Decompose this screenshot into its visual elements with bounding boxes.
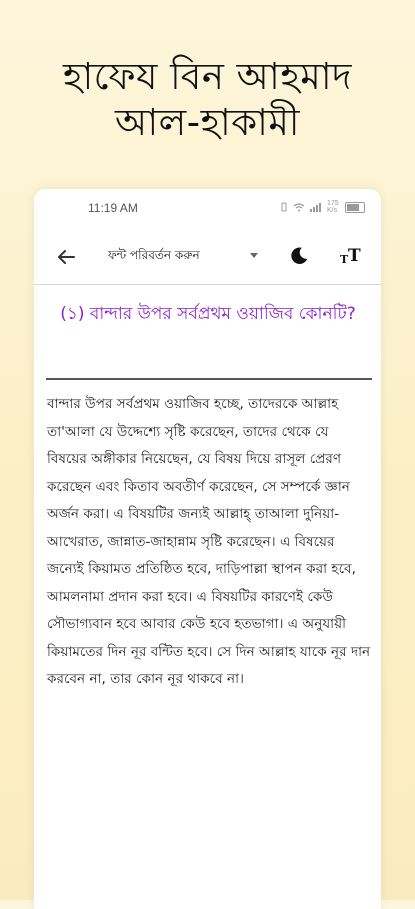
chapter-body-text: বান্দার উপর সর্বপ্রথম ওয়াজিব হচ্ছে, তাদেরকে আল্লাহ তা'আলা যে উদ্দেশ্যে সৃষ্টি করেছেন, তাদের থেকে যে বিষয়ের অঙ্গীকার নিয়েছেন, যে বিষয় দিয়ে রাসূল প্রেরণ করেছেন এবং কিতাব অবতীর্ণ করেছেন, সে সম্পর্কে জ্ঞান অর্জন করা। এ বিষয়টির জন্যই আল্লাহ্‌ তাআলা দুনিয়া-আখেরাত, জান্নাত-জাহান্নাম সৃষ্টি করেছেন। এ বিষয়ের জন্যেই কিয়ামত প্রতিষ্ঠিত হবে, দাড়িপাল্লা স্থাপন করা হবে, আমলনামা প্রদান করা হবে। এ বিষয়টির কারণেই কেউ সৌভাগ্যবান হবে আবার কেউ হবে হতভাগা। এ অনুযায়ী কিয়ামতের দিন নূর বন্টিত হবে। সে দিন আল্লাহ যাকে নূর দান করবেন না, তার কোন নূর থাকবে না। — [47, 396, 371, 687]
battery-icon — [345, 202, 365, 213]
reader-toolbar — [34, 233, 381, 281]
moon-icon[interactable] — [288, 245, 310, 267]
wifi-icon — [293, 202, 305, 212]
title-divider — [46, 378, 372, 380]
net-speed: 175 K/s — [327, 200, 339, 214]
promo-headline-line2: আল-হাকামী — [115, 101, 300, 144]
status-bar — [34, 189, 381, 227]
font-select-dropdown[interactable] — [104, 241, 254, 273]
promo-headline — [0, 54, 415, 146]
arrow-left-icon[interactable] — [54, 245, 78, 269]
status-time: 11:19 AM — [88, 201, 138, 215]
chapter-title: (১) বান্দার উপর সর্বপ্রথম ওয়াজিব কোনটি? — [60, 304, 356, 324]
text-size-icon[interactable]: T T — [340, 246, 361, 266]
phone-screen — [34, 189, 381, 909]
vibrate-icon — [279, 202, 289, 212]
signal-icon — [309, 202, 323, 212]
promo-headline-line1: হাফেয বিন আহমাদ — [63, 55, 352, 98]
font-select-label: ফন্ট পরিবর্তন করুন — [108, 248, 200, 262]
status-icons — [279, 200, 365, 214]
chevron-down-icon — [250, 253, 258, 258]
toolbar-divider — [34, 284, 381, 285]
